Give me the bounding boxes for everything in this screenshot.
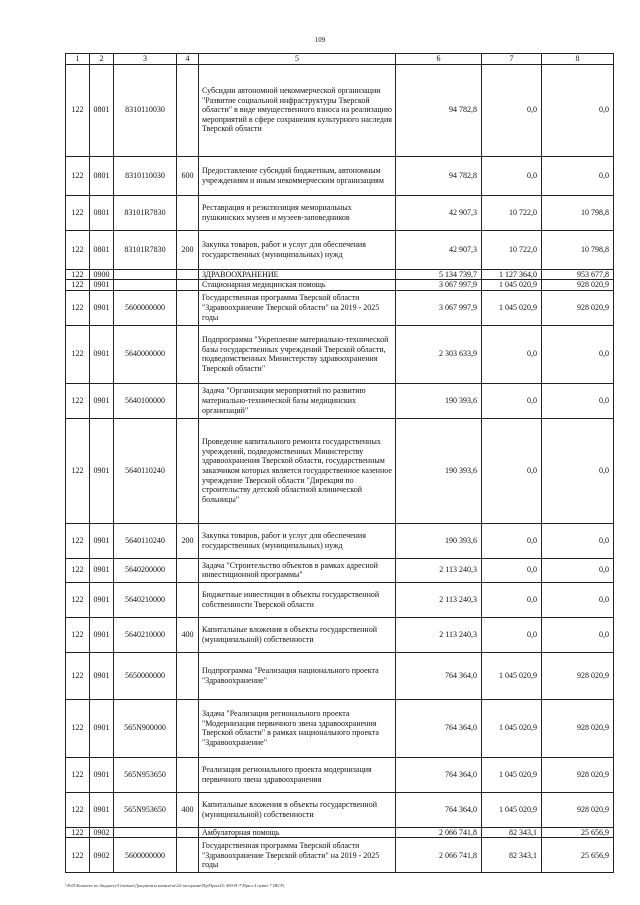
cell-c2: 0901 — [90, 558, 114, 582]
cell-c2: 0901 — [90, 582, 114, 617]
cell-c6: 94 782,8 — [396, 64, 482, 156]
cell-c2: 0902 — [90, 838, 114, 873]
header-cell-5: 5 — [199, 54, 396, 65]
cell-c2: 0801 — [90, 195, 114, 230]
cell-c1: 122 — [66, 156, 90, 195]
cell-c6: 2 066 741,8 — [396, 827, 482, 838]
cell-c2: 0801 — [90, 64, 114, 156]
cell-c5: Подпрограмма "Реализация национального проекта "Здравоохранение" — [199, 652, 396, 699]
table-row — [66, 195, 614, 230]
cell-c4: 600 — [177, 156, 199, 195]
cell-c3: 5600000000 — [114, 838, 177, 873]
cell-c2: 0901 — [90, 792, 114, 827]
cell-c7: 0,0 — [482, 523, 542, 558]
cell-c1: 122 — [66, 652, 90, 699]
cell-c3 — [114, 827, 177, 838]
cell-c5: Субсидии автономной некоммерческой организации "Развитие социальной инфраструктуры Тверской области" в виде имущественного взноса на реализацию мероприятий в сфере сохранения культурного наследия Тверской области — [199, 64, 396, 156]
page-number: 109 — [314, 36, 326, 44]
cell-c3: 8310110030 — [114, 156, 177, 195]
cell-c2: 0901 — [90, 418, 114, 523]
cell-c4 — [177, 290, 199, 325]
cell-c6: 2 066 741,8 — [396, 838, 482, 873]
cell-c5: Реставрация и реэкспозиция мемориальных пушкинских музеев и музеев-заповедников — [199, 195, 396, 230]
cell-c6: 764 364,0 — [396, 757, 482, 792]
table-row — [66, 156, 614, 195]
cell-c1: 122 — [66, 64, 90, 156]
cell-c7: 10 722,0 — [482, 230, 542, 269]
cell-c7: 0,0 — [482, 558, 542, 582]
cell-c2: 0902 — [90, 827, 114, 838]
table-row — [66, 838, 614, 873]
cell-c2: 0901 — [90, 383, 114, 418]
cell-c7: 0,0 — [482, 325, 542, 383]
cell-c3: 565N953650 — [114, 757, 177, 792]
cell-c7: 0,0 — [482, 156, 542, 195]
cell-c6: 2 303 633,9 — [396, 325, 482, 383]
cell-c8: 928 020,9 — [542, 699, 614, 757]
cell-c7: 1 127 364,0 — [482, 269, 542, 280]
cell-c6: 764 364,0 — [396, 792, 482, 827]
table-body — [66, 64, 614, 873]
cell-c6: 2 113 240,3 — [396, 582, 482, 617]
cell-c7: 1 045 020,9 — [482, 290, 542, 325]
header-cell-8: 8 — [542, 54, 614, 65]
cell-c7: 0,0 — [482, 383, 542, 418]
cell-c8: 0,0 — [542, 617, 614, 652]
cell-c3: 83101R7830 — [114, 230, 177, 269]
table-row — [66, 280, 614, 291]
cell-c8: 0,0 — [542, 418, 614, 523]
cell-c8: 25 656,9 — [542, 838, 614, 873]
cell-c1: 122 — [66, 558, 90, 582]
header-cell-3: 3 — [114, 54, 177, 65]
cell-c4 — [177, 325, 199, 383]
cell-c2: 0901 — [90, 652, 114, 699]
table-row — [66, 325, 614, 383]
cell-c8: 0,0 — [542, 523, 614, 558]
cell-c1: 122 — [66, 792, 90, 827]
cell-c3 — [114, 269, 177, 280]
cell-c2: 0901 — [90, 757, 114, 792]
cell-c6: 42 907,3 — [396, 230, 482, 269]
cell-c1: 122 — [66, 523, 90, 558]
cell-c7: 0,0 — [482, 64, 542, 156]
cell-c8: 0,0 — [542, 156, 614, 195]
cell-c4: 200 — [177, 230, 199, 269]
cell-c1: 122 — [66, 290, 90, 325]
cell-c4: 400 — [177, 617, 199, 652]
table-row — [66, 558, 614, 582]
cell-c5: Проведение капитального ремонта государственных учреждений, подведомственных Министерству здравоохранения Тверской области, государственным заказчиком которых является государственное казенное учреждение Тверской области "Дирекция по строительству детской областной клинической больницы" — [199, 418, 396, 523]
table-row — [66, 230, 614, 269]
cell-c1: 122 — [66, 827, 90, 838]
cell-c4 — [177, 195, 199, 230]
footer-path: \\PxD\Комитет по бюджету\Готовые\Документы комитета\24 заседание\Пр\Прил24\ 400-П-7\Прил 4 пункт 7 (ВСР) — [65, 883, 285, 888]
cell-c3 — [114, 280, 177, 291]
table-row — [66, 64, 614, 156]
cell-c1: 122 — [66, 418, 90, 523]
cell-c3: 5640200000 — [114, 558, 177, 582]
cell-c8: 928 020,9 — [542, 280, 614, 291]
cell-c2: 0901 — [90, 523, 114, 558]
cell-c6: 2 113 240,3 — [396, 617, 482, 652]
header-cell-7: 7 — [482, 54, 542, 65]
cell-c1: 122 — [66, 757, 90, 792]
cell-c3: 5640110240 — [114, 523, 177, 558]
cell-c8: 25 656,9 — [542, 827, 614, 838]
table-row — [66, 757, 614, 792]
cell-c7: 0,0 — [482, 418, 542, 523]
cell-c7: 1 045 020,9 — [482, 280, 542, 291]
cell-c7: 0,0 — [482, 617, 542, 652]
cell-c8: 0,0 — [542, 325, 614, 383]
table-row — [66, 652, 614, 699]
table-row — [66, 290, 614, 325]
cell-c1: 122 — [66, 838, 90, 873]
cell-c4 — [177, 558, 199, 582]
cell-c8: 953 677,8 — [542, 269, 614, 280]
cell-c5: Реализация регионального проекта модернизация первичного звена здравоохранения — [199, 757, 396, 792]
cell-c5: Закупка товаров, работ и услуг для обеспечения государственных (муниципальных) нужд — [199, 523, 396, 558]
cell-c2: 0901 — [90, 280, 114, 291]
cell-c5: Стационарная медицинская помощь — [199, 280, 396, 291]
cell-c2: 0901 — [90, 290, 114, 325]
cell-c7: 0,0 — [482, 582, 542, 617]
header-cell-6: 6 — [396, 54, 482, 65]
cell-c5: Задача "Строительство объектов в рамках адресной инвестиционной программы" — [199, 558, 396, 582]
cell-c4 — [177, 280, 199, 291]
cell-c1: 122 — [66, 617, 90, 652]
cell-c8: 10 798,8 — [542, 230, 614, 269]
cell-c3: 5600000000 — [114, 290, 177, 325]
table-row — [66, 269, 614, 280]
cell-c5: Капитальные вложения в объекты государственной (муниципальной) собственности — [199, 617, 396, 652]
cell-c4: 400 — [177, 792, 199, 827]
table-row — [66, 699, 614, 757]
header-cell-4: 4 — [177, 54, 199, 65]
table-row — [66, 617, 614, 652]
cell-c1: 122 — [66, 325, 90, 383]
cell-c1: 122 — [66, 383, 90, 418]
cell-c8: 928 020,9 — [542, 792, 614, 827]
cell-c6: 190 393,6 — [396, 418, 482, 523]
header-cell-2: 2 — [90, 54, 114, 65]
cell-c8: 928 020,9 — [542, 757, 614, 792]
cell-c4 — [177, 838, 199, 873]
cell-c8: 928 020,9 — [542, 290, 614, 325]
cell-c5: Государственная программа Тверской области "Здравоохранение Тверской области" на 2019 - 2025 годы — [199, 838, 396, 873]
cell-c6: 3 067 997,9 — [396, 280, 482, 291]
cell-c3: 5640110240 — [114, 418, 177, 523]
cell-c3: 5640000000 — [114, 325, 177, 383]
table-row — [66, 383, 614, 418]
cell-c6: 764 364,0 — [396, 699, 482, 757]
cell-c3: 5640100000 — [114, 383, 177, 418]
cell-c5: Задача "Организация мероприятий по развитию материально-технической базы медицинских организаций" — [199, 383, 396, 418]
cell-c4 — [177, 64, 199, 156]
cell-c6: 190 393,6 — [396, 383, 482, 418]
table-header-row — [66, 54, 614, 65]
cell-c7: 10 722,0 — [482, 195, 542, 230]
cell-c6: 5 134 739,7 — [396, 269, 482, 280]
budget-table — [65, 53, 614, 873]
cell-c4 — [177, 582, 199, 617]
cell-c6: 190 393,6 — [396, 523, 482, 558]
cell-c8: 0,0 — [542, 558, 614, 582]
cell-c5: Амбулаторная помощь — [199, 827, 396, 838]
cell-c2: 0900 — [90, 269, 114, 280]
cell-c4: 200 — [177, 523, 199, 558]
cell-c3: 5640210000 — [114, 582, 177, 617]
table-row — [66, 418, 614, 523]
cell-c4 — [177, 699, 199, 757]
cell-c7: 1 045 020,9 — [482, 757, 542, 792]
cell-c7: 82 343,1 — [482, 827, 542, 838]
cell-c4 — [177, 418, 199, 523]
cell-c1: 122 — [66, 582, 90, 617]
cell-c7: 1 045 020,9 — [482, 652, 542, 699]
cell-c5: Капитальные вложения в объекты государственной (муниципальной) собственности — [199, 792, 396, 827]
cell-c2: 0901 — [90, 325, 114, 383]
table-row — [66, 523, 614, 558]
table-row — [66, 827, 614, 838]
table-row — [66, 582, 614, 617]
cell-c5: Предоставление субсидий бюджетным, автономным учреждениям и иным некоммерческим организациям — [199, 156, 396, 195]
cell-c8: 0,0 — [542, 582, 614, 617]
cell-c7: 1 045 020,9 — [482, 699, 542, 757]
cell-c5: Государственная программа Тверской области "Здравоохранение Тверской области" на 2019 - 2025 годы — [199, 290, 396, 325]
cell-c6: 94 782,8 — [396, 156, 482, 195]
cell-c1: 122 — [66, 280, 90, 291]
cell-c8: 928 020,9 — [542, 652, 614, 699]
cell-c3: 5640210000 — [114, 617, 177, 652]
cell-c4 — [177, 269, 199, 280]
cell-c7: 82 343,1 — [482, 838, 542, 873]
cell-c3: 8310110030 — [114, 64, 177, 156]
cell-c5: Задача "Реализация регионального проекта "Модернизация первичного звена здравоохранения Тверской области" в рамках национального проекта "Здравоохранение" — [199, 699, 396, 757]
table-row — [66, 792, 614, 827]
cell-c8: 0,0 — [542, 64, 614, 156]
cell-c2: 0801 — [90, 156, 114, 195]
cell-c1: 122 — [66, 230, 90, 269]
cell-c5: Бюджетные инвестиции в объекты государственной собственности Тверской области — [199, 582, 396, 617]
cell-c6: 3 067 997,9 — [396, 290, 482, 325]
cell-c2: 0901 — [90, 617, 114, 652]
cell-c3: 83101R7830 — [114, 195, 177, 230]
header-cell-1: 1 — [66, 54, 90, 65]
cell-c4 — [177, 652, 199, 699]
cell-c5: Закупка товаров, работ и услуг для обеспечения государственных (муниципальных) нужд — [199, 230, 396, 269]
cell-c5: ЗДРАВООХРАНЕНИЕ — [199, 269, 396, 280]
cell-c8: 10 798,8 — [542, 195, 614, 230]
cell-c4 — [177, 757, 199, 792]
cell-c1: 122 — [66, 195, 90, 230]
cell-c4 — [177, 383, 199, 418]
cell-c8: 0,0 — [542, 383, 614, 418]
cell-c1: 122 — [66, 699, 90, 757]
cell-c3: 565N953650 — [114, 792, 177, 827]
cell-c3: 5650000000 — [114, 652, 177, 699]
cell-c1: 122 — [66, 269, 90, 280]
cell-c7: 1 045 020,9 — [482, 792, 542, 827]
cell-c6: 42 907,3 — [396, 195, 482, 230]
cell-c6: 2 113 240,3 — [396, 558, 482, 582]
cell-c2: 0801 — [90, 230, 114, 269]
cell-c4 — [177, 827, 199, 838]
cell-c2: 0901 — [90, 699, 114, 757]
cell-c5: Подпрограмма "Укрепление материально-технической базы государственных учреждений Тверской области, подведомственных Министерству здравоохранения Тверской области" — [199, 325, 396, 383]
cell-c6: 764 364,0 — [396, 652, 482, 699]
cell-c3: 565N900000 — [114, 699, 177, 757]
